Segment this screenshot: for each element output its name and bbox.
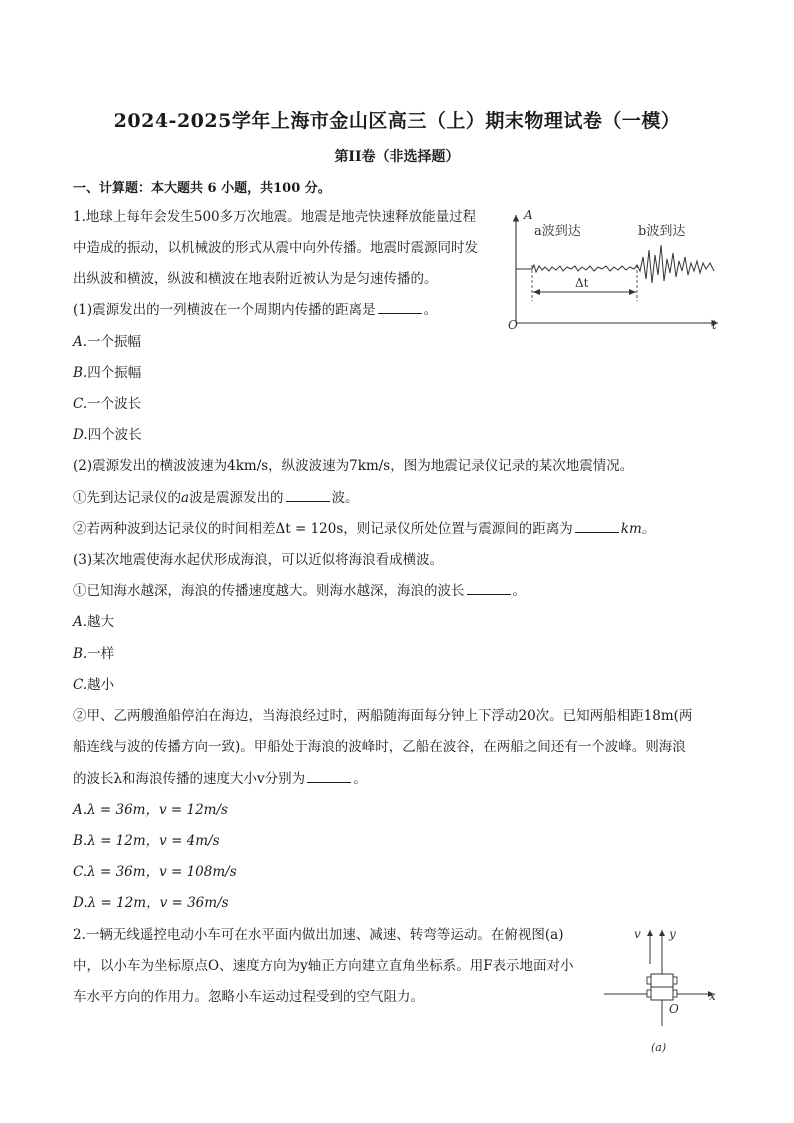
axis-label-t: t [712, 318, 717, 332]
option-label: A. [73, 802, 88, 818]
q1-part1-stem [73, 301, 437, 319]
q1-part1-stem-text: (1)震源发出的一列横波在一个周期内传播的距离是 [73, 302, 376, 318]
option-d[interactable] [73, 894, 229, 912]
label-a-wave: a波到达 [534, 224, 581, 239]
origin-label: O [508, 318, 518, 332]
q1-part3-sub2-line-3 [73, 770, 367, 788]
q1-part3-sub1 [73, 582, 526, 600]
page-subtitle: 第II卷（非选择题） [334, 149, 460, 165]
option-label: B. [73, 833, 88, 849]
option-label: A. [73, 334, 88, 350]
option-label: D. [73, 427, 88, 443]
option-a[interactable] [73, 613, 114, 631]
option-text: λ = 12m，v = 4m/s [87, 833, 220, 849]
text: ①已知海水越深，海浪的传播速度越大。则海水越深，海浪的波长 [73, 583, 465, 599]
option-label: D. [73, 895, 88, 911]
option-text: 一个振幅 [87, 334, 142, 350]
option-text: 四个波长 [87, 427, 142, 443]
q1-part3-sub2-line-2: 船连线与波的传播方向一致)。甲船处于海浪的波峰时，乙船在波谷，在两船之间还有一个波峰。则海浪 [73, 739, 686, 755]
var-a: a [181, 490, 190, 506]
q1-intro-line-1: 1.地球上每年会发生500多万次地震。地震是地壳快速释放能量过程 [73, 209, 477, 225]
option-text: 一样 [87, 646, 115, 662]
figure-caption: (a) [651, 1041, 667, 1054]
text: ②若两种波到达记录仪的时间相差Δt = 120s，则记录仪所处位置与震源间的距离为 [73, 521, 573, 537]
text: 波是震源发出的 [189, 490, 284, 506]
option-a[interactable] [73, 801, 228, 819]
answer-blank[interactable] [286, 489, 330, 502]
q1-part2-sub2 [73, 520, 655, 538]
wheel [673, 977, 677, 984]
arrow-left [533, 289, 540, 295]
q1-intro-line-3: 出纵波和横波，纵波和横波在地表附近被认为是匀速传播的。 [73, 271, 438, 287]
option-text: 一个波长 [87, 396, 142, 412]
q1-part3-stem: (3)某次地震使海水起伏形成海浪，可以近似将海浪看成横波。 [73, 552, 444, 568]
label-y: y [669, 927, 676, 941]
option-b[interactable] [73, 364, 141, 382]
option-text: λ = 36m，v = 108m/s [87, 864, 237, 880]
wheel [647, 990, 651, 997]
q1-part3-sub2-line-1: ②甲、乙两艘渔船停泊在海边，当海浪经过时，两船随海面每分钟上下浮动20次。已知两船相距18m(两 [73, 708, 693, 724]
delta-t-label: Δt [575, 276, 589, 290]
seismograph-figure [500, 205, 725, 335]
option-label: B. [73, 365, 88, 381]
label-origin: O [669, 1002, 679, 1016]
q1-part1-stem-end: 。 [423, 302, 438, 318]
car-topview-figure [596, 924, 726, 1059]
option-text: λ = 12m，v = 36m/s [87, 895, 229, 911]
arrow-right [629, 289, 636, 295]
option-label: C. [73, 677, 88, 693]
option-text: 四个振幅 [87, 365, 142, 381]
answer-blank[interactable] [467, 582, 511, 595]
q2-line-3: 车水平方向的作用力。忽略小车运动过程受到的空气阻力。 [73, 989, 424, 1005]
text: 。 [512, 583, 526, 599]
option-d[interactable] [73, 426, 142, 444]
section-heading: 一、计算题：本大题共 6 小题，共100 分。 [73, 181, 331, 196]
option-b[interactable] [73, 832, 220, 850]
option-label: B. [73, 646, 88, 662]
q2-line-2: 中，以小车为坐标原点O、速度方向为y轴正方向建立直角坐标系。用F表示地面对小 [73, 958, 574, 974]
option-text: 越大 [87, 614, 115, 630]
answer-blank[interactable] [378, 301, 422, 314]
label-b-wave: b波到达 [638, 224, 686, 239]
option-text: λ = 36m，v = 12m/s [87, 802, 228, 818]
option-c[interactable] [73, 676, 114, 694]
option-c[interactable] [73, 395, 141, 413]
option-a[interactable] [73, 333, 141, 351]
axis-label-a: A [524, 208, 533, 222]
option-label: C. [73, 396, 88, 412]
option-c[interactable] [73, 863, 237, 881]
option-b[interactable] [73, 645, 114, 663]
text: 的波长λ和海浪传播的速度大小v分别为 [73, 771, 306, 787]
q1-part2-stem: (2)震源发出的横波波速为4km/s，纵波波速为7km/s，图为地震记录仪记录的某次地震情况。 [73, 458, 634, 474]
wheel [647, 977, 651, 984]
answer-blank[interactable] [575, 520, 619, 533]
option-label: C. [73, 864, 88, 880]
wave-trace [516, 245, 714, 283]
q2-line-1: 2.一辆无线遥控电动小车可在水平面内做出加速、减速、转弯等运动。在俯视图(a) [73, 927, 564, 943]
text: 。 [353, 771, 367, 787]
option-text: 越小 [87, 677, 115, 693]
text: ①先到达记录仪的 [73, 490, 181, 506]
option-label: A. [73, 614, 88, 630]
label-x: x [709, 989, 716, 1003]
answer-blank[interactable] [307, 770, 351, 783]
wheel [673, 990, 677, 997]
label-v: v [634, 927, 641, 941]
q1-part2-sub1 [73, 489, 359, 507]
text: km。 [620, 521, 656, 537]
q1-intro-line-2: 中造成的振动，以机械波的形式从震中向外传播。地震时震源同时发 [73, 240, 478, 256]
text: 波。 [331, 490, 359, 506]
page-title: 2024-2025学年上海市金山区高三（上）期末物理试卷（一模） [113, 110, 681, 132]
